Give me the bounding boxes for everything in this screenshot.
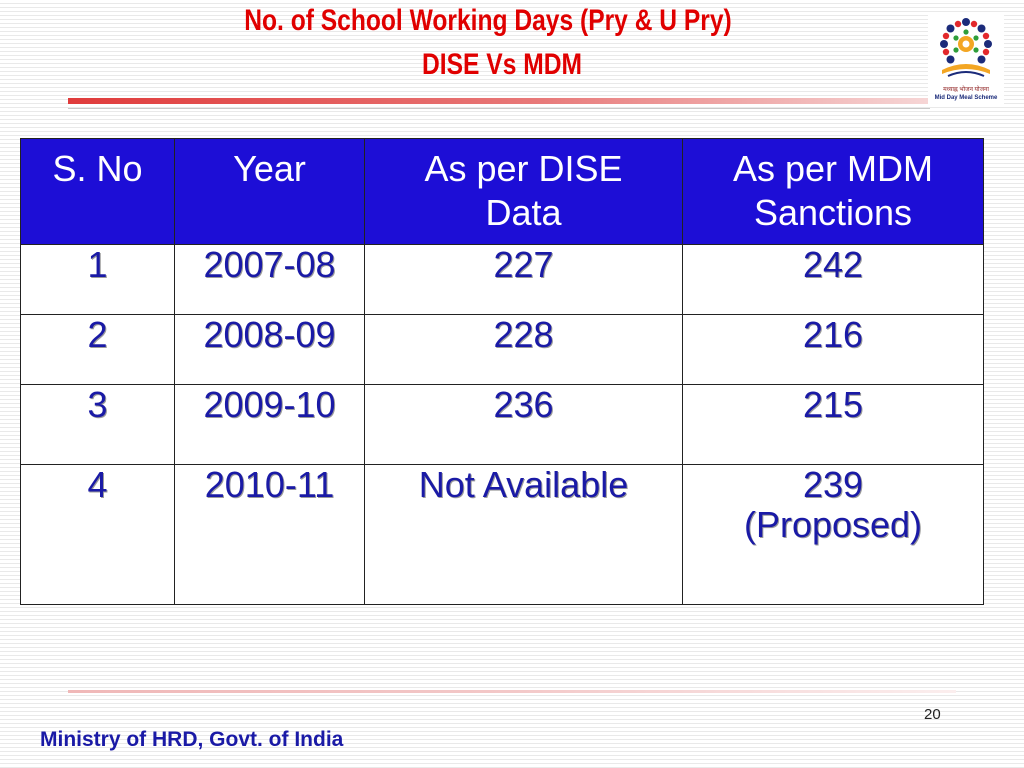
table-row bbox=[21, 315, 984, 385]
cell-mdm-value: 239 bbox=[802, 464, 864, 505]
cell-dise: 236 bbox=[365, 385, 683, 465]
table-row bbox=[21, 245, 984, 315]
header-dise-line1: As per DISE bbox=[424, 148, 623, 189]
cell-sno: 1 bbox=[21, 245, 175, 315]
mid-day-meal-logo bbox=[928, 14, 1004, 104]
header-divider-thin bbox=[68, 108, 930, 109]
logo-caption-hindi: मध्याह्न भोजन योजना bbox=[943, 87, 989, 93]
cell-year: 2008-09 bbox=[175, 315, 365, 385]
header-dise bbox=[365, 139, 683, 245]
cell-year: 2010-11 bbox=[175, 465, 365, 605]
cell-mdm: 216 bbox=[683, 315, 984, 385]
page-number: 20 bbox=[924, 706, 941, 723]
header-dise-line2: Data bbox=[485, 192, 562, 233]
header-sno: S. No bbox=[21, 139, 175, 245]
logo-emblem-icon bbox=[928, 14, 1004, 86]
cell-dise-not-available: Not Available bbox=[365, 465, 683, 605]
footer-divider bbox=[68, 690, 956, 693]
header-mdm-line1: As per MDM bbox=[732, 148, 934, 189]
cell-mdm-proposed bbox=[683, 465, 984, 605]
header-mdm bbox=[683, 139, 984, 245]
slide-title: No. of School Working Days (Pry & U Pry) bbox=[244, 4, 732, 37]
header-divider bbox=[68, 98, 930, 104]
logo-caption-english: Mid Day Meal Scheme bbox=[934, 95, 998, 101]
footer-ministry-text: Ministry of HRD, Govt. of India bbox=[40, 728, 344, 751]
header-year: Year bbox=[175, 139, 365, 245]
cell-mdm-note: (Proposed) bbox=[743, 504, 923, 545]
working-days-table bbox=[20, 138, 984, 605]
table-header-row bbox=[21, 139, 984, 245]
table-row bbox=[21, 385, 984, 465]
cell-sno: 4 bbox=[21, 465, 175, 605]
cell-sno: 2 bbox=[21, 315, 175, 385]
cell-year: 2007-08 bbox=[175, 245, 365, 315]
header-mdm-line2: Sanctions bbox=[753, 192, 913, 233]
cell-dise: 227 bbox=[365, 245, 683, 315]
table-row bbox=[21, 465, 984, 605]
cell-dise: 228 bbox=[365, 315, 683, 385]
cell-mdm: 215 bbox=[683, 385, 984, 465]
slide-subtitle: DISE Vs MDM bbox=[422, 48, 582, 81]
cell-mdm: 242 bbox=[683, 245, 984, 315]
cell-sno: 3 bbox=[21, 385, 175, 465]
cell-year: 2009-10 bbox=[175, 385, 365, 465]
